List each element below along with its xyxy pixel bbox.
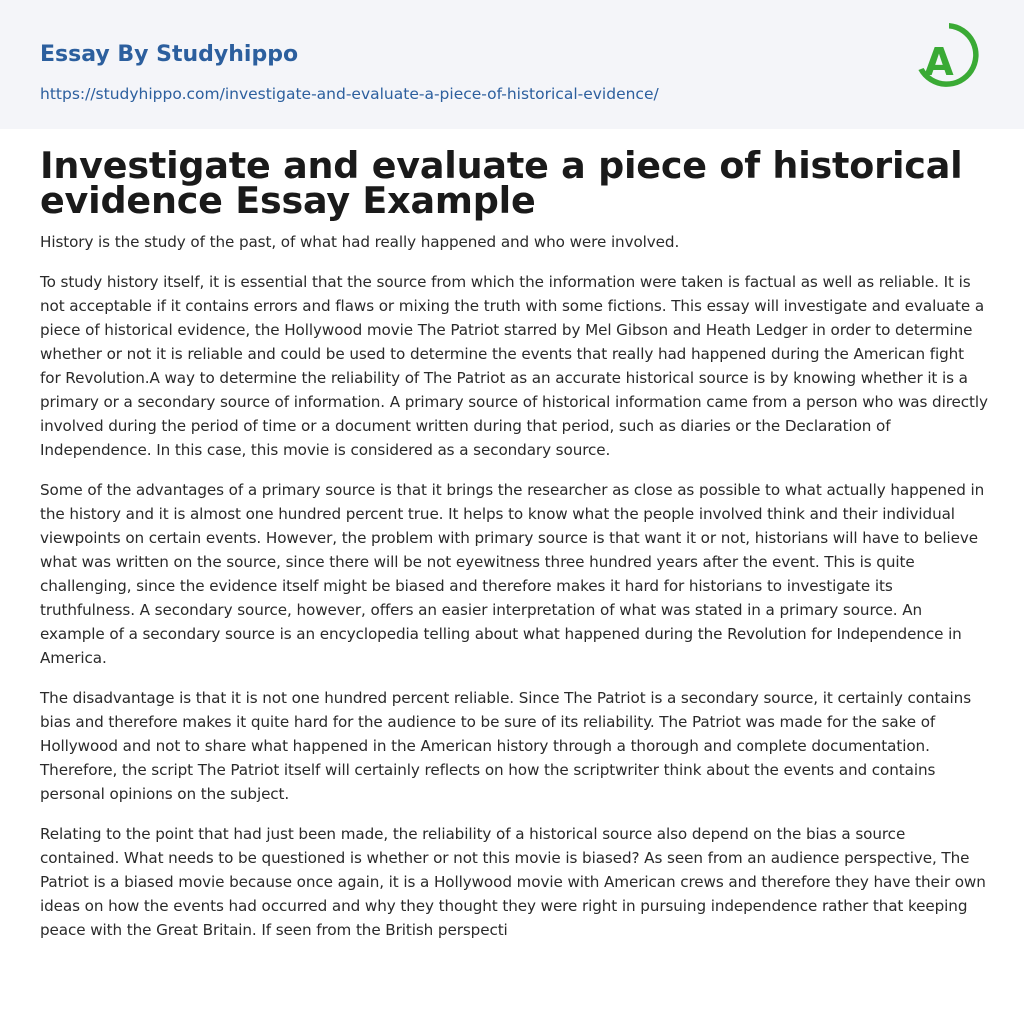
paragraph: Relating to the point that had just been made, the reliability of a historical source also depend on the bias a source contained. What needs to be questioned is whether or not this movie is biased? As seen from an audience perspective, The Patriot is a biased movie because once again, it is a Hollywood movie with American crews and therefore they have their own ideas on how the events had occurred and why they thought they were right in pursuing independence rather that keeping peace with the Great Britain. If seen from the British perspecti (40, 825, 986, 939)
paragraph: Some of the advantages of a primary source is that it brings the researcher as close as possible to what actually happened in the history and it is almost one hundred percent true. It helps to know what the people involved think and their individual viewpoints on certain events. However, the problem with primary source is that want it or not, historians will have to believe what was written on the source, since there will be not eyewitness three hundred years after the event. This is quite challenging, since the evidence itself might be biased and therefore makes it hard for historians to investigate its truthfulness. A secondary source, however, offers an easier interpretation of what was stated in a primary source. An example of a secondary source is an encyclopedia telling about what happened during the Revolution for Independence in America. (40, 481, 985, 667)
site-header (0, 0, 1024, 129)
page-title: Investigate and evaluate a piece of historical evidence Essay Example (40, 144, 963, 222)
paragraph: The disadvantage is that it is not one hundred percent reliable. Since The Patriot is a secondary source, it certainly contains bias and therefore makes it quite hard for the audience to be sure of its reliability. The Patriot was made for the sake of Hollywood and not to share what happened in the American history through a thorough and complete documentation. Therefore, the script The Patriot itself will certainly reflects on how the scriptwriter think about the events and contains personal opinions on the subject. (40, 689, 972, 803)
logo-icon[interactable] (913, 19, 985, 105)
source-url-link[interactable]: https://studyhippo.com/investigate-and-evaluate-a-piece-of-historical-evidence/ (40, 85, 659, 103)
paragraph: To study history itself, it is essential that the source from which the information were taken is factual as well as reliable. It is not acceptable if it contains errors and flaws or mixing the truth with some fictions. This essay will investigate and evaluate a piece of historical evidence, the Hollywood movie The Patriot starred by Mel Gibson and Heath Ledger in order to determine whether or not it is reliable and could be used to determine the events that really had happened during the American fight for Revolution.A way to determine the reliability of The Patriot as an accurate historical source is by knowing whether it is a primary or a secondary source of information. A primary source of historical information came from a person who was directly involved during the period of time or a document written during that period, such as diaries or the Declaration of Independence. In this case, this movie is considered as a secondary source. (40, 273, 988, 459)
article (40, 144, 988, 942)
logo-letter: A (924, 40, 954, 84)
paragraph: History is the study of the past, of what had really happened and who were involved. (40, 233, 680, 251)
site-brand[interactable]: Essay By Studyhippo (40, 42, 299, 67)
